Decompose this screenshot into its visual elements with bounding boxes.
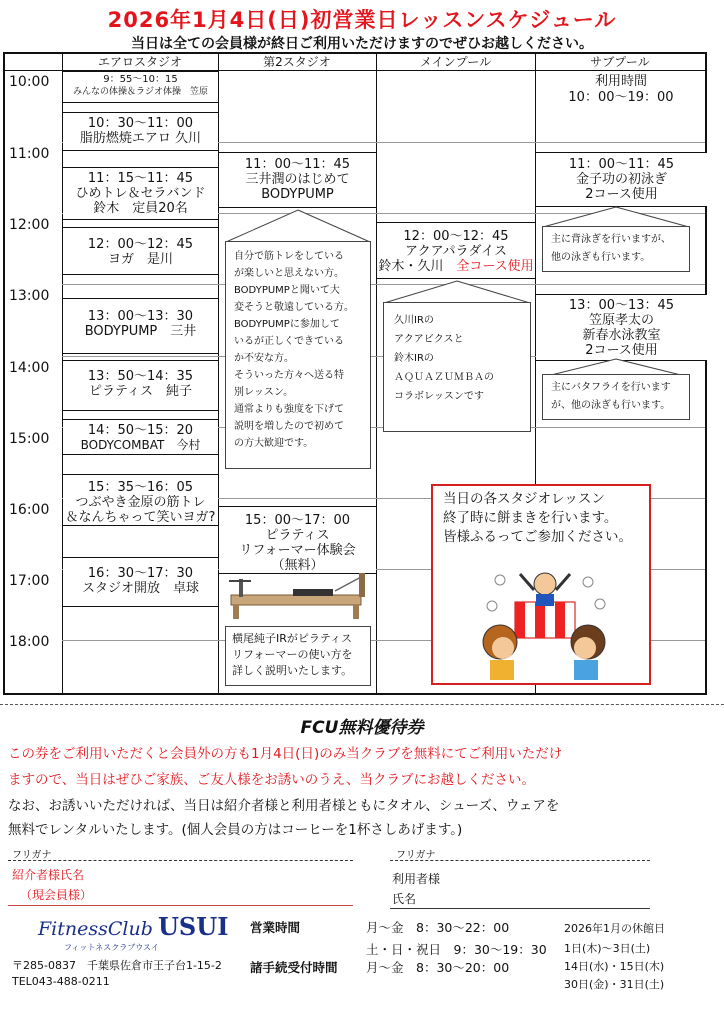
class-title: スタジオ開放 卓球 [81,581,199,596]
aero-class [63,474,218,526]
coupon-text-red: この券をご利用いただくと会員外の方も1月4日(日)のみ当クラブを無料にてご利用いただけ [8,746,563,762]
sub-pool-hours [536,74,706,106]
note-line: 別レッスン。 [234,387,294,398]
club-phone: TEL043-488-0211 [12,975,110,988]
column-divider [376,54,377,693]
class-time: 13：00〜13：45 [568,298,675,313]
column-header-studio2: 第2スタジオ [263,55,331,69]
coupon-text-red: ますので、当日はぜひご家族、ご友人様をお誘いのうえ、当クラブにお越しください。 [8,772,536,788]
class-time: 15：00〜17：00 [244,513,351,528]
note-line: が、他の泳ぎも行います。 [551,400,671,411]
class-instructor: 鈴木・久川 [378,259,457,274]
class-title: BODYPUMP 三井 [84,324,197,339]
aero-class [63,227,218,275]
class-title: ピラティス 純子 [89,384,192,399]
class-time: 12：00〜12：45 [403,229,509,244]
note-line: 他の泳ぎも行います。 [551,252,651,263]
user-sublabel: 氏名 [392,892,417,906]
cut-line [0,704,724,705]
note-line: 鈴木IRの [394,353,434,364]
aero-class [63,557,218,607]
class-title: BODYCOMBAT 今村 [80,438,201,452]
note-line: 通常よりも強度を下げて [234,404,344,415]
column-header-sub-pool: サブプール [590,55,650,69]
note-line: 主にバタフライを行います [551,382,671,393]
closed-day: 30日(金)・31日(土) [564,978,665,991]
page-title: 2026年1月4日(日)初営業日レッスンスケジュール [107,8,617,32]
sub-pool-class [536,152,707,207]
class-time: 14：50〜15：20 [87,423,194,438]
class-title: 笠原孝太の [588,313,654,328]
class-title: ヨガ 是川 [107,252,173,267]
column-header-main-pool: メインプール [419,55,492,69]
class-time: 10：30〜11：00 [87,116,194,131]
hours-label: 利用時間 [594,74,647,89]
furigana-line [390,860,650,861]
time-label: 10:00 [9,74,50,90]
furigana-line [8,860,353,861]
time-label: 14:00 [9,360,50,376]
hours-label: 営業時間 [250,920,301,935]
closed-day: 1日(木)〜3日(土) [564,942,651,955]
class-title: 新春水泳教室 [582,328,661,343]
time-label: 17:00 [9,573,50,589]
sub-pool-note [542,226,690,272]
time-label: 15:00 [9,431,50,447]
note-line: 詳しく説明いたします。 [232,664,353,677]
note-line: そういった方々へ送る特 [234,370,344,381]
class-title: 脂肪燃焼エアロ 久川 [79,131,202,146]
note-line: ＡＱＵＡＺＵＭＢＡの [394,372,494,383]
class-title: リフォーマー体験会 [239,543,356,558]
introducer-label: 紹介者様氏名 [12,868,85,882]
procedure-label: 諸手続受付時間 [250,960,338,975]
class-time: 13：50〜14：35 [87,369,194,384]
note-line: 横尾純子IRがピラティス [232,632,353,645]
column-header-aero: エアロスタジオ [97,55,182,69]
page-subtitle: 当日は全ての会員様が終日ご利用いただけますのでぜひお越しください。 [131,36,593,52]
introducer-sublabel: （現会員様） [20,888,93,902]
club-address: 〒285-0837 千葉県佐倉市王子台1-15-2 [12,959,222,972]
time-label: 18:00 [9,634,50,650]
class-title: ひめトレ＆セラバンド [75,186,206,201]
furigana-label: フリガナ [396,850,436,861]
hours-weekday: 月〜金 8：30〜22：00 [366,920,510,935]
note-line: の方大歓迎です。 [234,438,314,449]
class-title: アクアパラダイス [404,244,508,259]
class-time: 11：00〜11：45 [568,157,675,172]
logo-kana: フィットネスクラブウスイ [64,943,159,952]
sub-pool-class [536,294,707,361]
main-pool-class [377,222,535,279]
time-label: 13:00 [9,288,50,304]
studio2-note [225,241,371,469]
note-line: が楽しいと思えない方。 [234,268,344,279]
column-divider [218,54,219,693]
class-note: 2コース使用 [585,187,658,202]
studio2-class [219,152,376,208]
coupon-title: FCU無料優待券 [300,718,424,738]
closed-day: 14日(水)・15日(木) [564,960,665,973]
announcement-line: 終了時に餅まきを行います。 [443,510,618,526]
class-time: 11：00〜11：45 [244,157,351,172]
class-time: 13：00〜13：30 [87,309,194,324]
aero-class [63,419,218,455]
pilates-reformer-image [223,569,371,621]
note-line: アクアビクスと [394,334,464,345]
note-line: 自分で筋トレをしている [234,251,344,262]
main-pool-note [383,302,531,432]
introducer-line[interactable] [8,905,353,906]
club-logo [38,912,229,954]
aero-class [63,360,218,411]
hours-weekend: 土・日・祝日 9：30〜19：30 [366,942,547,957]
note-line: BODYPUMPに参加して [234,319,340,330]
class-title: ＆なんちゃって笑いヨガ? [65,510,216,525]
procedure-hours: 月〜金 8：30〜20：00 [366,960,510,975]
class-title: 三井潤のはじめて [245,172,350,187]
class-instructor: 鈴木 定員20名 [93,201,188,216]
note-line: コラボレッスンです [394,391,484,402]
class-time: 9：55〜10：15 [103,74,178,85]
time-label: 12:00 [9,217,50,233]
class-note: （無料） [271,558,324,573]
class-time: 11：15〜11：45 [87,171,194,186]
user-label: 利用者様 [392,872,441,886]
note-line: 説明を増したので初めて [234,421,344,432]
class-time: 16：30〜17：30 [87,566,194,581]
coupon-text: 無料でレンタルいたします。(個人会員の方はコーヒーを1杯さしあげます。) [8,822,463,838]
mochi-throwing-illustration [470,560,620,680]
aero-class [63,167,218,220]
announcement-line: 皆様ふるってご参加ください。 [443,529,632,545]
time-label: 11:00 [9,146,50,162]
hours-value: 10：00〜19：00 [568,90,674,105]
note-line: BODYPUMPと聞いて大 [234,285,340,296]
class-title: みんなの体操＆ラジオ体操 笠原 [72,87,208,97]
coupon-text: なお、お誘いいただければ、当日は紹介者様と利用者様ともにタオル、シューズ、ウェアを [8,798,560,814]
announcement-line: 当日の各スタジオレッスン [443,491,605,507]
note-line: リフォーマーの使い方を [232,648,353,661]
closed-days-title: 2026年1月の休館日 [564,922,665,935]
aero-class [63,112,218,151]
logo-text: USUI [158,912,229,941]
note-line: いるが正しくできている [234,336,344,347]
class-note: 全コース使用 [456,259,534,274]
class-note: 2コース使用 [585,343,658,358]
user-line[interactable] [390,908,650,909]
studio2-note [225,626,371,686]
studio2-class [219,506,376,574]
class-title: つぶやき金原の筋トレ [75,495,206,510]
note-line: 久川IRの [394,315,434,326]
class-title: ピラティス [265,528,330,543]
sub-pool-note [542,374,690,420]
class-time: 12：00〜12：45 [87,237,194,252]
class-title: 金子功の初泳ぎ [575,172,667,187]
note-line: か不安な方。 [234,353,294,364]
note-line: 変そうと敬遠している方。 [234,302,354,313]
note-line: 主に背泳ぎを行いますが、 [551,234,671,245]
callout-arrow [224,208,372,244]
furigana-label: フリガナ [12,850,52,861]
class-title: BODYPUMP [261,187,334,202]
logo-text: FitnessClub [38,918,153,940]
aero-class [63,71,218,103]
aero-class [63,298,218,354]
time-label: 16:00 [9,502,50,518]
class-time: 15：35〜16：05 [87,480,194,495]
